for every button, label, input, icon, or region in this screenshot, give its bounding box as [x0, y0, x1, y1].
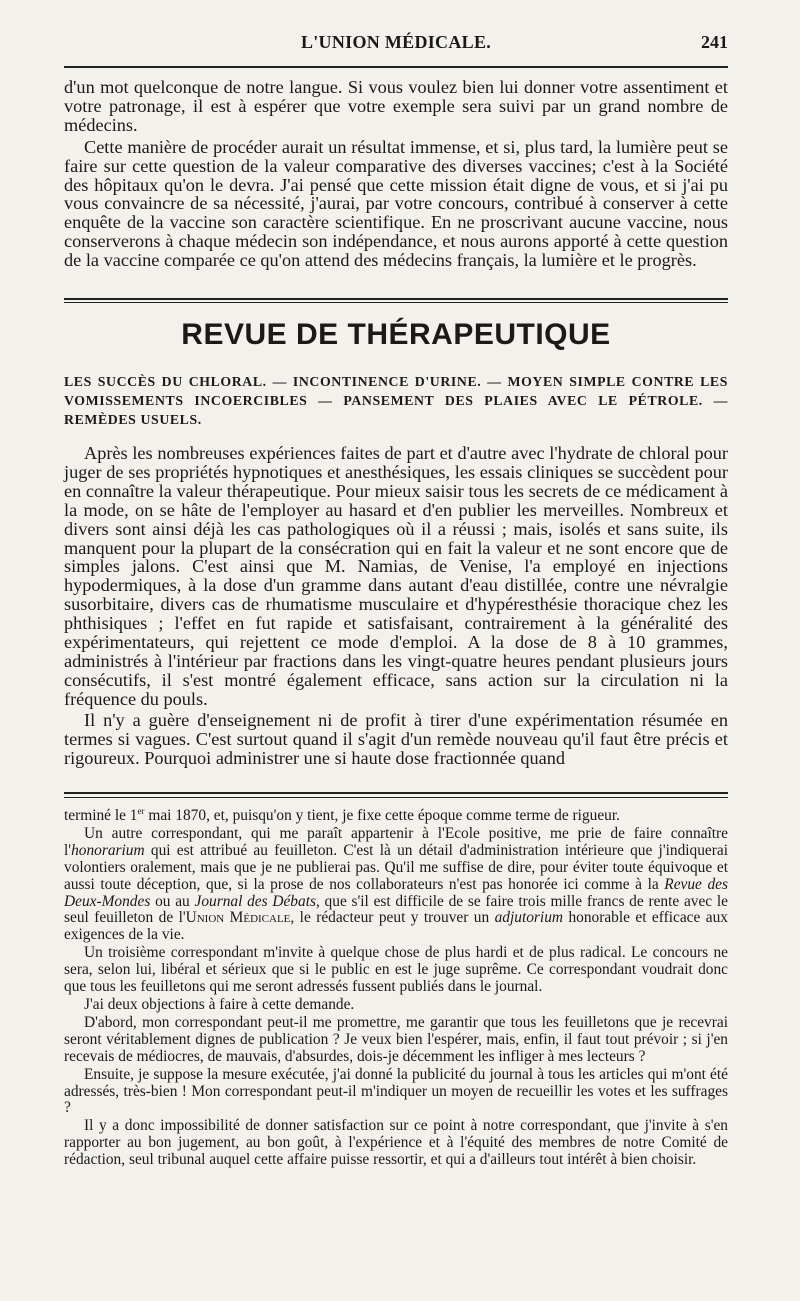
feuilleton-paragraph-2 [64, 826, 728, 944]
feuilleton-rule-top [64, 792, 728, 794]
feuilleton-p1-sup: er [137, 805, 145, 816]
running-title: L'UNION MÉDICALE. [300, 32, 492, 52]
feuilleton-paragraph-5: D'abord, mon correspondant peut-il me promettre, me garantir que tous les feuilletons que je recevrai seront véritablement dignes de publication ? Je veux bien l'espérer, mais, enfin, il faut tout prévoir ; si j'en recevais de médiocres, de mauvais, d'absurdes, dois-je décemment les infliger à mes lecteurs ? [64, 1013, 728, 1065]
section-rule-top-thin [64, 302, 728, 303]
adjutorium-term: adjutorium [494, 909, 564, 927]
feuilleton [64, 805, 728, 1170]
feuilleton-paragraph-1 [64, 805, 728, 825]
header-rule [64, 66, 728, 68]
union-medicale-name: Union Médicale [185, 909, 291, 927]
section-summary: LES SUCCÈS DU CHLORAL. — INCONTINENCE D'URINE. — MOYEN SIMPLE CONTRE LES VOMISSEMENTS INCOERCIBLES — PANSEMENT DES PLAIES AVEC LE PÉTROLE. — REMÈDES USUELS. [64, 374, 728, 427]
feuilleton-paragraph-6: Ensuite, je suppose la mesure exécutée, j'ai donné la publicité du journal à tous les articles qui m'ont été adressés, très-bien ! Mon correspondant peut-il m'indiquer un moyen de recueillir les votes et les suffrages ? [64, 1065, 728, 1117]
intro-paragraph-2: Cette manière de procéder aurait un résultat immense, et si, plus tard, la lumière peut se faire sur cette question de la valeur comparative des diverses vaccines; c'est à la Société des hôpitaux qu'on le devra. J'ai pensé que cette mission était digne de vous, et si j'ai pu vous convaincre de sa nécessité, j'aurai, par votre concours, contribué à conserver à cette enquête de la vaccine son caractère scientifique. En ne proscrivant aucune vaccine, nous conserverons à chaque médecin son indépendance, et nous aurons apporté à cette question de la vaccine comparée ce qu'on attend des médecins français, la lumière et le progrès. [64, 136, 728, 271]
journal-debats-title: Journal des Débats [194, 892, 316, 910]
intro-paragraph-1: d'un mot quelconque de notre langue. Si vous voulez bien lui donner votre assentiment et votre patronage, il est à espérer que votre exemple sera suivi par un grand nombre de médecins. [64, 77, 728, 135]
feuilleton-paragraph-3: Un troisième correspondant m'invite à quelque chose de plus hardi et de plus radical. Le concours ne sera, selon lui, libéral et sérieux que si le public en est le juge suprême. Ce correspondant voudrait donc que tous les feuilletons qui me seront adressés fussent publiés dans le journal. [64, 944, 728, 996]
intro-text [64, 78, 728, 270]
section-body [64, 444, 728, 767]
revue-deux-mondes-title: Revue des Deux-Mondes [64, 875, 728, 910]
section-rule-top [64, 298, 728, 300]
feuilleton-rule-thin [64, 797, 728, 798]
feuilleton-p2-a: Un autre correspondant, qui me paraît appartenir à l'Ecole positive, me prie de faire connaître l' [64, 824, 728, 859]
section-title: REVUE DE THÉRAPEUTIQUE [181, 318, 611, 351]
feuilleton-p2-b: qui est attribué au feuilleton. C'est là un détail d'administration intérieure que j'indiquerai volontiers oralement, mais que je ne publierai pas. Qu'il me suffise de dire, pour éviter toute équivoque et aussi toute déception, que, si la prose de nos collaborateurs n'est pas honorée ici comme à la [64, 841, 728, 893]
page-number: 241 [701, 32, 728, 52]
body-paragraph-1: Après les nombreuses expériences faites de part et d'autre avec l'hydrate de chloral pour juger de ses propriétés hypnotiques et anesthésiques, les essais cliniques se succèdent pour en connaître la valeur thérapeutique. Pour mieux saisir tous les secrets de ce médicament à la mode, on se hâte de l'employer au hasard et d'en publier les merveilles. Nombreux et divers sont ainsi déjà les cas pathologiques où il a réussi ; mais, isolés et sans suite, ils manquent pour la plupart de la consécration qui en fait la valeur et ne sont encore que de simples jalons. C'est ainsi que M. Namias, de Venise, l'a employé en injections hypodermiques, à la dose d'un gramme dans autant d'eau distillée, contre une névralgie susorbitaire, divers cas de rhumatisme musculaire et d'hypéresthésie thoracique chez les phthisiques ; l'effet en fut rapide et satisfaisant, contrairement à la généralité des expérimentateurs, qui rejettent ce mode d'emploi. A la dose de 8 à 10 grammes, administrés à l'intérieur par fractions dans les vingt-quatre heures pendant plusieurs jours consécutifs, il s'est montré également efficace, sans action sur la circulation ni la fréquence du pouls. [64, 443, 728, 709]
feuilleton-p2-e: , le rédacteur peut y trouver un [290, 909, 495, 927]
feuilleton-p1-a: terminé le 1 [64, 807, 138, 824]
feuilleton-p2-f: honorable et efficace aux exigences de la vie. [64, 909, 728, 944]
honorarium-term: honorarium [71, 841, 145, 859]
page-header [60, 30, 732, 60]
feuilleton-p2-d: , que s'il est difficile de se faire trois mille francs de rente avec le seul feuilleton de l' [64, 892, 728, 927]
feuilleton-paragraph-4: J'ai deux objections à faire à cette demande. [84, 995, 355, 1013]
feuilleton-p1-b: mai 1870, et, puisqu'on y tient, je fixe cette époque comme terme de rigueur. [144, 807, 620, 824]
feuilleton-p2-c: ou au [150, 892, 195, 910]
feuilleton-paragraph-7: Il y a donc impossibilité de donner satisfaction sur ce point à notre correspondant, que j'invite à s'en rapporter au bon jugement, au bon goût, à l'expérience et à l'équité des membres de notre Comité de rédaction, seul tribunal auquel cette affaire puisse ressortir, et qui a d'ailleurs tout intérêt à bien choisir. [64, 1117, 728, 1169]
body-paragraph-2: Il n'y a guère d'enseignement ni de profit à tirer d'une expérimentation résumée en termes si vagues. C'est surtout quand il s'agit d'un remède nouveau qu'il faut être précis et rigoureux. Pourquoi administrer une si haute dose fractionnée quand [64, 709, 728, 768]
